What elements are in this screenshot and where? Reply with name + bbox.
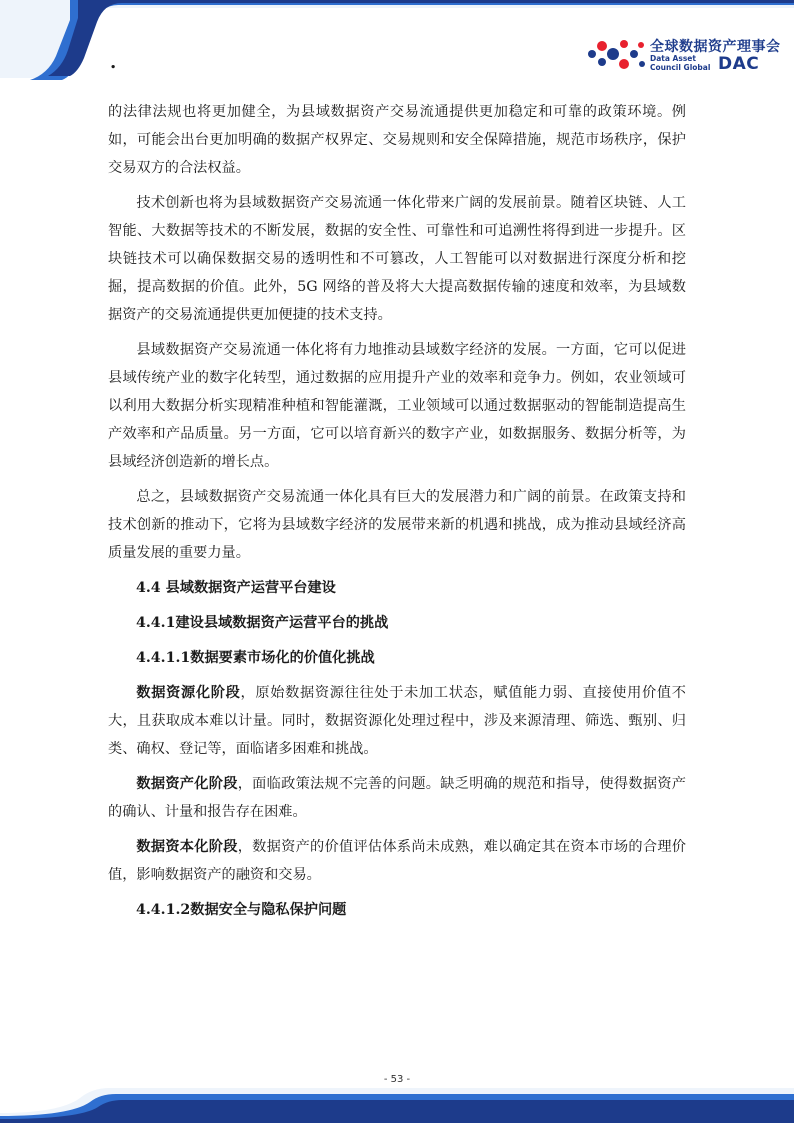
section-heading-4-4-1-2: 4.4.1.2数据安全与隐私保护问题 bbox=[136, 902, 347, 918]
header-mark: . bbox=[110, 52, 117, 73]
dac-logo bbox=[586, 36, 781, 76]
paragraph-3: 县域数据资产交易流通一体化将有力地推动县域数字经济的发展。一方面，它可以促进县域传统产业的数字化转型，通过数据的应用提升产业的效率和竞争力。例如，农业领域可以利用大数据分析实现精准种植和智能灌溉，工业领域可以通过数据驱动的智能制造提高生产效率和产品质量。另一方面，它可以培育新兴的数字产业，如数据服务、数据分析等，为县域经济创造新的增长点。 bbox=[108, 342, 686, 470]
logo-cn-name: 全球数据资产理事会 bbox=[650, 39, 781, 55]
section-heading-4-4: 4.4 县域数据资产运营平台建设 bbox=[136, 580, 336, 596]
paragraph-1: 的法律法规也将更加健全，为县域数据资产交易流通提供更加稳定和可靠的政策环境。例如，可能会出台更加明确的数据产权界定、交易规则和安全保障措施，规范市场秩序，保护交易双方的合法权益。 bbox=[108, 104, 686, 176]
logo-en-line2: Council Global bbox=[650, 63, 711, 72]
paragraph-5 bbox=[108, 679, 686, 763]
paragraph-5-lead: 数据资源化阶段 bbox=[136, 685, 241, 701]
document-body bbox=[108, 98, 686, 931]
paragraph-7-text: ，数据资产的价值评估体系尚未成熟，难以确定其在资本市场的合理价值，影响数据资产的融资和交易。 bbox=[108, 839, 686, 883]
paragraph-6-lead: 数据资产化阶段 bbox=[136, 776, 238, 792]
section-heading-4-4-1: 4.4.1建设县域数据资产运营平台的挑战 bbox=[136, 615, 389, 631]
footer-decoration bbox=[0, 1078, 794, 1123]
page-number: - 53 - bbox=[383, 1074, 411, 1085]
paragraph-6 bbox=[108, 770, 686, 826]
paragraph-7-lead: 数据资本化阶段 bbox=[136, 839, 238, 855]
section-heading-4-4-1-1: 4.4.1.1数据要素市场化的价值化挑战 bbox=[136, 650, 375, 666]
paragraph-2: 技术创新也将为县域数据资产交易流通一体化带来广阔的发展前景。随着区块链、人工智能、大数据等技术的不断发展，数据的安全性、可靠性和可追溯性将得到进一步提升。区块链技术可以确保数据交易的透明性和不可篡改，人工智能可以对数据进行深度分析和挖掘，提高数据的价值。此外，5G 网络的普及将大大提高数据传输的速度和效率，为县域数据资产的交易流通提供更加便捷的技术支持。 bbox=[108, 195, 686, 323]
logo-en-line1: Data Asset bbox=[650, 54, 696, 63]
paragraph-5-text: ，原始数据资源往往处于未加工状态，赋值能力弱、直接使用价值不大，且获取成本难以计量。同时，数据资源化处理过程中，涉及来源清理、筛选、甄别、归类、确权、登记等，面临诸多困难和挑战。 bbox=[108, 685, 686, 757]
logo-dots-icon bbox=[586, 36, 648, 76]
paragraph-7 bbox=[108, 833, 686, 889]
logo-abbr: DAC bbox=[718, 54, 760, 74]
paragraph-4: 总之，县域数据资产交易流通一体化具有巨大的发展潜力和广阔的前景。在政策支持和技术创新的推动下，它将为县域数字经济的发展带来新的机遇和挑战，成为推动县域经济高质量发展的重要力量。 bbox=[108, 489, 686, 561]
paragraph-6-text: ，面临政策法规不完善的问题。缺乏明确的规范和指导，使得数据资产的确认、计量和报告存在困难。 bbox=[108, 776, 686, 820]
